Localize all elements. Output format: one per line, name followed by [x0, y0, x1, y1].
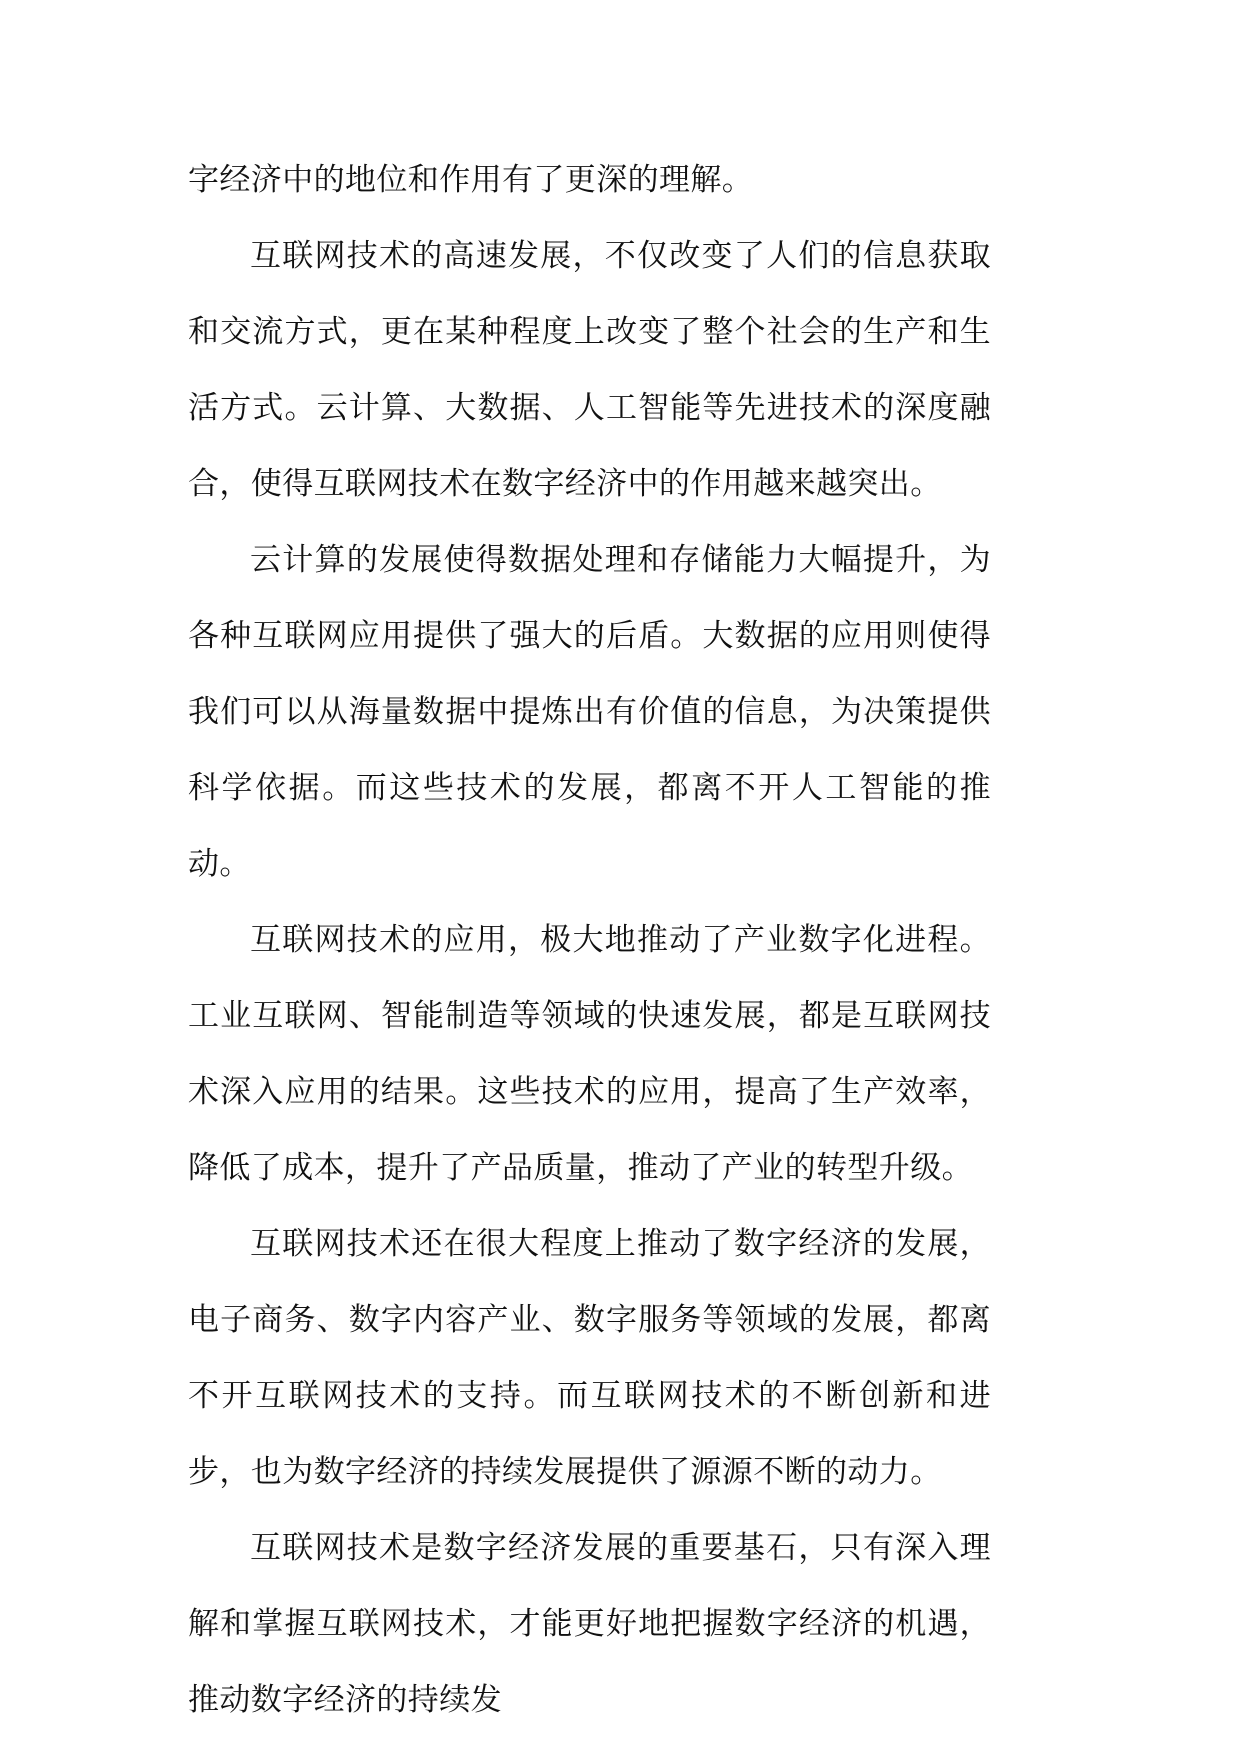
paragraph-industrial-digitization: 互联网技术的应用，极大地推动了产业数字化进程。工业互联网、智能制造等领域的快速发展，都是互联网技术深入应用的结果。这些技术的应用，提高了生产效率，降低了成本，提升了产品质量，推动了产业的转型升级。 [188, 922, 991, 1186]
paragraph-digital-economy: 互联网技术还在很大程度上推动了数字经济的发展，电子商务、数字内容产业、数字服务等领域的发展，都离不开互联网技术的支持。而互联网技术的不断创新和进步，也为数字经济的持续发展提供了源源不断的动力。 [188, 1226, 991, 1490]
paragraph-continuation: 字经济中的地位和作用有了更深的理解。 [188, 162, 754, 198]
paragraph-internet-development: 互联网技术的高速发展，不仅改变了人们的信息获取和交流方式，更在某种程度上改变了整个社会的生产和生活方式。云计算、大数据、人工智能等先进技术的深度融合，使得互联网技术在数字经济中的作用越来越突出。 [188, 238, 991, 502]
paragraph-cloud-computing: 云计算的发展使得数据处理和存储能力大幅提升，为各种互联网应用提供了强大的后盾。大数据的应用则使得我们可以从海量数据中提炼出有价值的信息，为决策提供科学依据。而这些技术的发展，都离不开人工智能的推动。 [188, 542, 991, 882]
paragraph-cornerstone: 互联网技术是数字经济发展的重要基石，只有深入理解和掌握互联网技术，才能更好地把握数字经济的机遇，推动数字经济的持续发 [188, 1530, 991, 1718]
